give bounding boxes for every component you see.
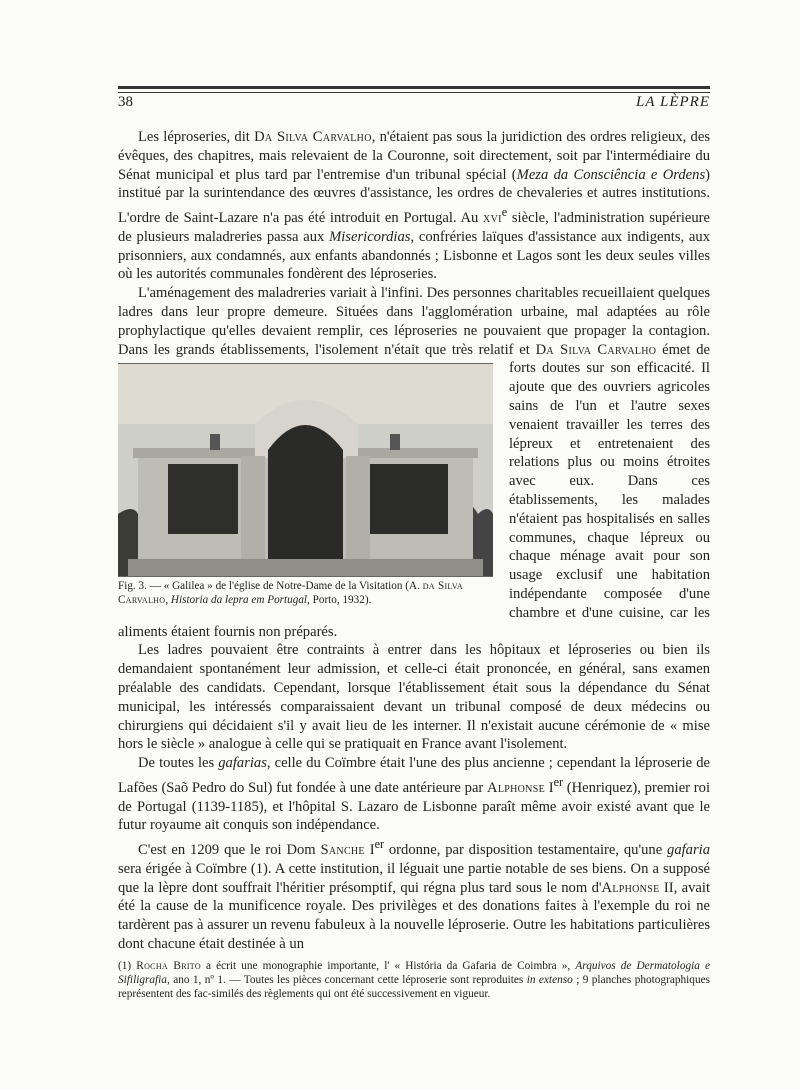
king-name: Sanche (320, 842, 365, 859)
running-title: LA LÈPRE (636, 94, 710, 110)
church-photo (118, 363, 493, 577)
term: gafaria (667, 842, 711, 859)
header-rule-thick (118, 86, 710, 89)
king-name: Alphonse (601, 879, 660, 896)
header-rule-thin (118, 92, 710, 93)
body-text (118, 128, 710, 954)
figure-3 (118, 363, 493, 607)
page-number: 38 (118, 94, 133, 110)
king-name: Alphonse (487, 779, 545, 796)
paragraph-3: Les ladres pouvaient être contraints à entrer dans les hôpitaux et léproseries ou bien ils demandaient spontanément leur admission, et celle-ci était prononcée, en général, sans examen préalable des candidats. Cependant, lorsque l'établissement était sous la dépendance du Sénat municipal, les intéressés comparaissaient devant un tribunal composé de deux médecins ou chirurgiens qui décidaient s'il y avait lieu de les interner. Il n'existait aucune cérémonie de « mise hors le siècle » analogue à celle qui se pratiquait en France avant l'isolement. (118, 642, 710, 753)
term: gafarias (218, 755, 267, 772)
journal-title: Arquivos de Dermatologia e Sifiligrafia (118, 960, 711, 986)
figure-caption: Fig. 3. — « Galilea » de l'église de Notre-Dame de la Visitation (A. da Silva Carvalho, Historia da lepra em Portugal, Porto, 1932). (118, 580, 464, 607)
paragraph-1: Les léproseries, dit Da Silva Carvalho, n'étaient pas sous la juridiction des ordres religieux, des évêques, des chapitres, mais relevaient de la Couronne, soit directement, soit par l'intermédiaire du Sénat municipal et plus tard par l'entremise d'un tribunal spécial (Meza da Consciência e Ordens) institué par la surintendance des œuvres d'assistance, les ordres de chevaleries et autres institutions. L'ordre de Saint-Lazare n'a pas été introduit en Portugal. Au xvi$^e$ siècle, l'administration supérieure de plusieurs maladreries passa aux Misericordias, confréries laïques d'assistance aux indigents, aux prisonniers, aux condamnés, aux enfants abandonnés ; Lisbonne et Lagos sont les deux seules villes où les autorités communales fondèrent des léproseries. (118, 129, 710, 283)
paragraph-5: C'est en 1209 que le roi Dom Sanche Ier ordonne, par disposition testamentaire, qu'une gafaria sera érigée à Coïmbre (1). A cette institution, il léguait une partie notable de ses biens. On a supposé que la lèpre dont souffrait l'héritier présomptif, qui régna plus tard sous le nom d'Alphonse II, avait été la cause de la munificence royale. Des privilèges et des donations faites à l'exemple du roi ne tardèrent pas à assurer un revenu fabuleux à la nouvelle léproserie. Outre les habitations particulières dont chacune était destinée à un (118, 837, 711, 953)
page-header (118, 94, 710, 116)
author-name: Rocha Brito (136, 960, 201, 972)
century: xvi (483, 210, 502, 227)
author-name: Da Silva Carvalho (535, 341, 657, 358)
term: Meza da Consciência e Ordens (516, 166, 706, 183)
footnote: (1) Rocha Brito a écrit une monographie importante, l' « História da Gafaria de Coimbra », Arquivos de Dermatologia e Sifiligrafia, ano 1, nº 1. — Toutes les pièces concernant cette léproserie sont reproduites in extenso ; 9 planches photographiques représentent des fac-similés des règlements qui ont été successivement en vigueur. (118, 960, 711, 1000)
paragraph-2: L'aménagement des maladreries variait à l'infini. Des personnes charitables recueillaient quelques ladres dans leur propre demeure. Situées dans l'agglomération urbaine, mal adaptées au rôle prophylactique qu'elles devaient remplir, ces léproseries ne pouvaient que propager la contagion. Dans les grands établissements, l'isolement n'était que très relatif et Fig. 3. — « Galilea » de l'église de Notre-Dame de la Visitation (A. da Silva Carvalho, Historia da lepra em Portugal, Porto, 1932). Da Silva Carvalho émet de forts doutes sur son efficacité. Il ajoute que des ouvriers agricoles sains de l'un et l'autre sexes venaient travailler les terres des lépreux et entretenaient des relations plus ou moins étroites avec eux. Dans ces établissements, les malades n'étaient pas hospitalisés en salles communes, chaque lépreux ou chaque ménage avait pour son usage exclusif une habitation indépendante composée d'une chambre et d'une cuisine, car les aliments étaient fournis non préparés. (118, 285, 711, 640)
paragraph-4: De toutes les gafarias, celle du Coïmbre était l'une des plus ancienne ; cependant la léproserie de Lafões (Saõ Pedro do Sul) fut fondée à une date antérieure par Alphonse Ier (Henriquez), premier roi de Portugal (1139-1185), et l'hôpital S. Lazaro de Lisbonne paraît même avoir existé avant que le futur royaume ait conquis son indépendance. (118, 755, 710, 834)
term: Misericordias (329, 228, 411, 245)
author-name: Da Silva Carvalho (254, 129, 372, 145)
